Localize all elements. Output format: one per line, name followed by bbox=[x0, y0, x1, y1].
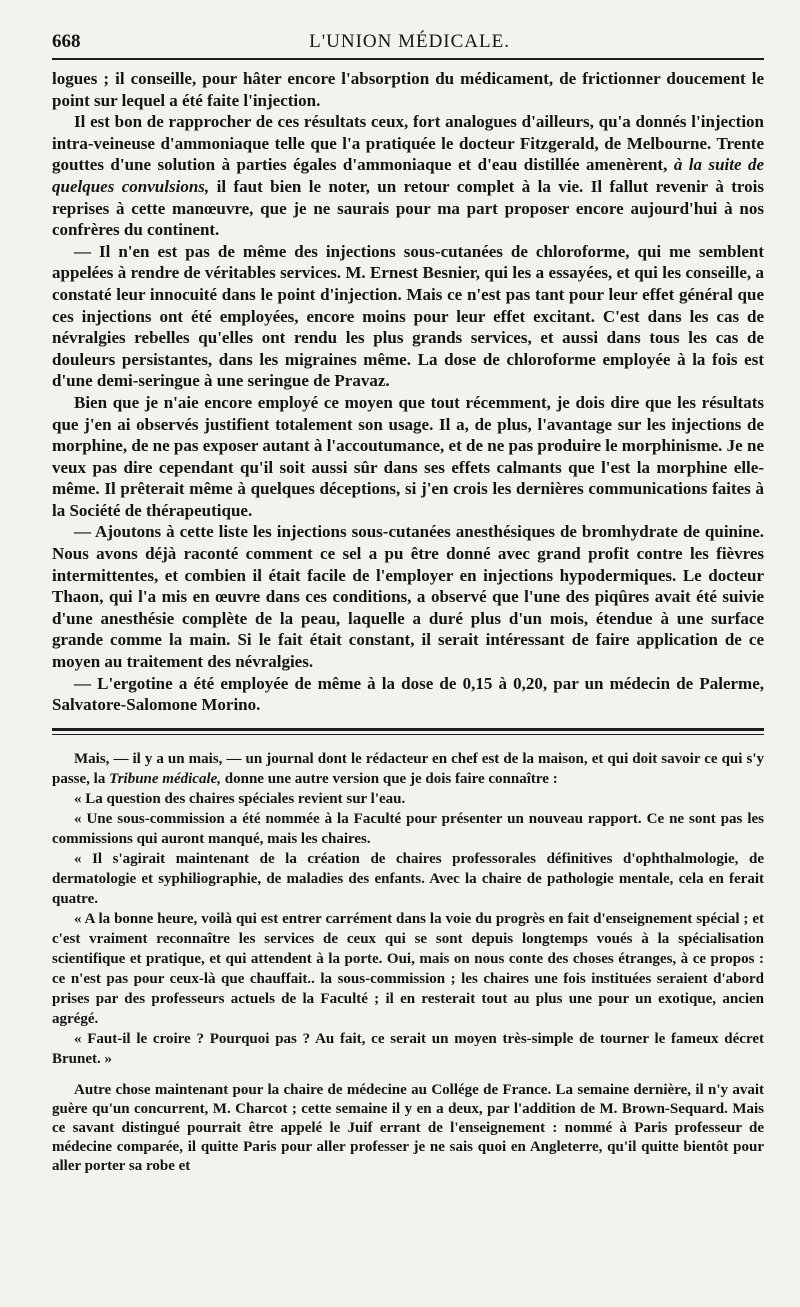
article-paragraph: logues ; il conseille, pour hâter encore l'absorption du médicament, de frictionner doucement le point sur lequel a été faite l'injection. bbox=[52, 69, 764, 110]
header-rule bbox=[52, 58, 764, 60]
article-paragraph-text: Il est bon de rapprocher de ces résultats ceux, fort analogues d'ailleurs, qu'a donnés l'injection intra-veineuse d'ammoniaque telle que l'a pratiquée le docteur Fitzgerald, de Melbourne. Trente gouttes d'une solution à parties égales d'ammoniaque et d'eau distillée amenèrent, bbox=[52, 112, 764, 175]
page-header bbox=[52, 30, 760, 56]
closing-section bbox=[52, 1081, 764, 1176]
feuilleton-section bbox=[52, 749, 764, 1069]
article-paragraph: Bien que je n'aie encore employé ce moyen que tout récemment, je dois dire que les résultats que j'en ai observés justifient totalement son usage. Il a, de plus, l'avantage sur les injections de morphine, de ne pas exposer autant à l'accoutumance, et de ne pas produire le morphinisme. Je ne veux pas dire cependant qu'il soit aussi sûr dans ses effets calmants que l'est la morphine elle-même. Il prêterait même à quelques déceptions, si j'en crois les dernières communications faites à la Société de thérapeutique. bbox=[52, 392, 764, 520]
article-paragraph bbox=[52, 111, 764, 241]
quote-paragraph: « La question des chaires spéciales revient sur l'eau. bbox=[74, 790, 406, 807]
quote-paragraph: « Une sous-commission a été nommée à la Faculté pour présenter un nouveau rapport. Ce ne sont pas les commissions qui auront manqué, mais les chaires. bbox=[52, 810, 764, 847]
main-article bbox=[52, 68, 764, 716]
italic-phrase: à la suite de quelques convulsions, bbox=[52, 155, 765, 196]
article-paragraph-text: il faut bien le noter, un retour complet à la vie. Il fallut revenir à trois reprises à cette manœuvre, que je ne saurais pour ma part proposer encore aujourd'hui à nos confrères du continent. bbox=[52, 176, 764, 240]
running-title: L'UNION MÉDICALE. bbox=[309, 31, 510, 52]
journal-title: Tribune médicale, bbox=[109, 770, 222, 787]
section-divider bbox=[52, 728, 764, 735]
page-number: 668 bbox=[52, 31, 81, 52]
feuilleton-intro: Mais, — il y a un mais, — un journal dont le rédacteur en chef est de la maison, et qui doit savoir ce qui s'y passe, la Tribune médicale, donne une autre version que je dois faire connaître : bbox=[52, 750, 764, 787]
article-paragraph: — Ajoutons à cette liste les injections sous-cutanées anesthésiques de bromhydrate de quinine. Nous avons déjà raconté comment ce sel a pu être donné avec grand profit contre les fièvres intermittentes, et combien il était facile de l'employer en injections hypodermiques. Le docteur Thaon, qui l'a mis en œuvre dans ces conditions, a observé que l'une des piqûres avait été suivie d'une anesthésie complète de la peau, laquelle a duré plus d'un mois, étendue à une surface grande comme la main. Si le fait était constant, il serait intéressant de faire application de ce moyen au traitement des névralgies. bbox=[52, 522, 764, 672]
quote-paragraph: « Faut-il le croire ? Pourquoi pas ? Au fait, ce serait un moyen très-simple de tourner le fameux décret Brunet. » bbox=[52, 1030, 764, 1067]
article-paragraph: — L'ergotine a été employée de même à la dose de 0,15 à 0,20, par un médecin de Palerme, Salvatore-Salomone Morino. bbox=[52, 673, 764, 715]
quote-paragraph: « A la bonne heure, voilà qui est entrer carrément dans la voie du progrès en fait d'enseignement spécial ; et c'est vraiment reconnaître les services de ceux qui se sont depuis longtemps voués à la spécialisation scientifique et pratique, et qui attendent à la porte. Oui, mais on nous conte des choses étranges, à ce propos : ce n'est pas pour ceux-là que chauffait.. la sous-commission ; les chaires une fois instituées seraient d'abord prises par des professeurs actuels de la Faculté ; il en resterait tout au plus une pour un exotique, ancien agrégé. bbox=[52, 910, 764, 1027]
article-paragraph: — Il n'en est pas de même des injections sous-cutanées de chloroforme, qui me semblent appelées à rendre de véritables services. M. Ernest Besnier, qui les a essayées, et qui les conseille, a constaté leur innocuité dans le point d'injection. Mais ce n'est pas tant pour leur effet général que ces injections ont été employées, encore moins pour leur effet excitant. C'est dans les cas de névralgies rebelles qu'elles ont rendu les plus grands services, et aussi dans tous les cas de douleurs persistantes, dans les migraines même. La dose de chloroforme employée à la fois est d'une demi-seringue à une seringue de Pravaz. bbox=[52, 241, 764, 391]
closing-paragraph: Autre chose maintenant pour la chaire de médecine au Collége de France. La semaine dernière, il n'y avait guère qu'un concurrent, M. Charcot ; cette semaine il y en a deux, par l'addition de M. Brown-Sequard. Mais ce savant distingué pourrait être appelé le Juif errant de l'enseignement : nommé à Paris professeur de médecine comparée, il quitte Paris pour aller professer je ne sais quoi en Angleterre, qu'il quitte bientôt pour aller porter sa robe et bbox=[52, 1081, 764, 1174]
quote-paragraph: « Il s'agirait maintenant de la création de chaires professorales définitives d'ophthalmologie, de dermatologie et syphiliographie, de maladies des enfants. Avec la chaire de pathologie mentale, cela en ferait quatre. bbox=[52, 850, 764, 907]
